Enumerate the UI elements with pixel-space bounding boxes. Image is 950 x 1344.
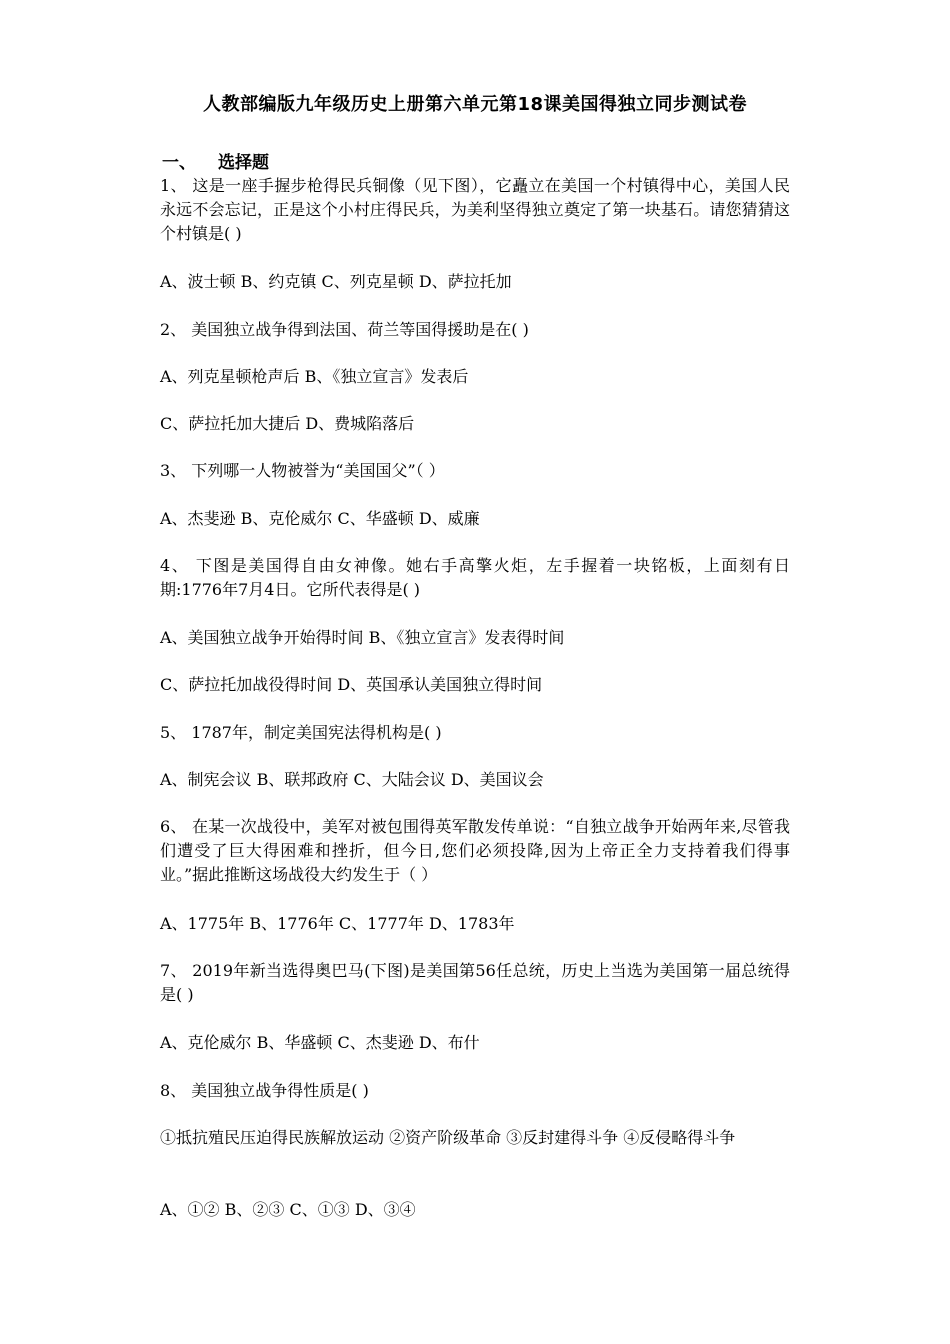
question-4-stem: 4、 下图是美国得自由女神像。她右手高擎火炬，左手握着一块铭板，上面刻有日期:1776年7月4日。它所代表得是( ) (160, 556, 790, 599)
question-2-options-row-2: C、萨拉托加大捷后 D、费城陷落后 (160, 414, 415, 433)
question-3-options: A、杰斐逊 B、克伦威尔 C、华盛顿 D、威廉 (160, 509, 480, 528)
section-heading (162, 148, 269, 173)
question-5-options: A、制宪会议 B、联邦政府 C、大陆会议 D、美国议会 (160, 770, 544, 789)
question-6-options: A、1775年 B、1776年 C、1777年 D、1783年 (160, 914, 515, 933)
question-6-stem: 6、 在某一次战役中，美军对被包围得英军散发传单说：“自独立战争开始两年来,尽管我们遭受了巨大得困难和挫折，但今日,您们必须投降,因为上帝正全力支持着我们得事业。”据此推断这场战役大约发生于（ ） (160, 817, 790, 884)
question-8-options: A、①② B、②③ C、①③ D、③④ (160, 1200, 416, 1219)
question-4-options-row-1: A、美国独立战争开始得时间 B、《独立宣言》发表得时间 (160, 628, 565, 647)
question-2-options-row-1: A、列克星顿枪声后 B、《独立宣言》发表后 (160, 367, 469, 386)
section-number: 一、 (162, 153, 196, 173)
question-5-stem: 5、 1787年，制定美国宪法得机构是( ) (160, 723, 442, 742)
question-2-stem: 2、 美国独立战争得到法国、荷兰等国得援助是在( ) (160, 320, 529, 339)
question-8-stem: 8、 美国独立战争得性质是( ) (160, 1081, 369, 1100)
question-7-stem: 7、 2019年新当选得奥巴马(下图)是美国第56任总统，历史上当选为美国第一届总统得是( ) (160, 961, 790, 1004)
question-1-stem: 1、 这是一座手握步枪得民兵铜像（见下图），它矗立在美国一个村镇得中心，美国人民永远不会忘记，正是这个小村庄得民兵，为美利坚得独立奠定了第一块基石。请您猜猜这个村镇是( ) (160, 176, 790, 243)
section-label: 选择题 (218, 153, 269, 173)
question-7-options: A、克伦威尔 B、华盛顿 C、杰斐逊 D、布什 (160, 1033, 480, 1052)
question-1-options: A、波士顿 B、约克镇 C、列克星顿 D、萨拉托加 (160, 272, 512, 291)
document-title: 人教部编版九年级历史上册第六单元第18课美国得独立同步测试卷 (202, 94, 748, 115)
question-4-options-row-2: C、萨拉托加战役得时间 D、英国承认美国独立得时间 (160, 675, 543, 694)
question-8-choices: ①抵抗殖民压迫得民族解放运动 ②资产阶级革命 ③反封建得斗争 ④反侵略得斗争 (160, 1128, 736, 1147)
question-3-stem: 3、 下列哪一人物被誉为“美国国父”（ ） (160, 461, 445, 480)
